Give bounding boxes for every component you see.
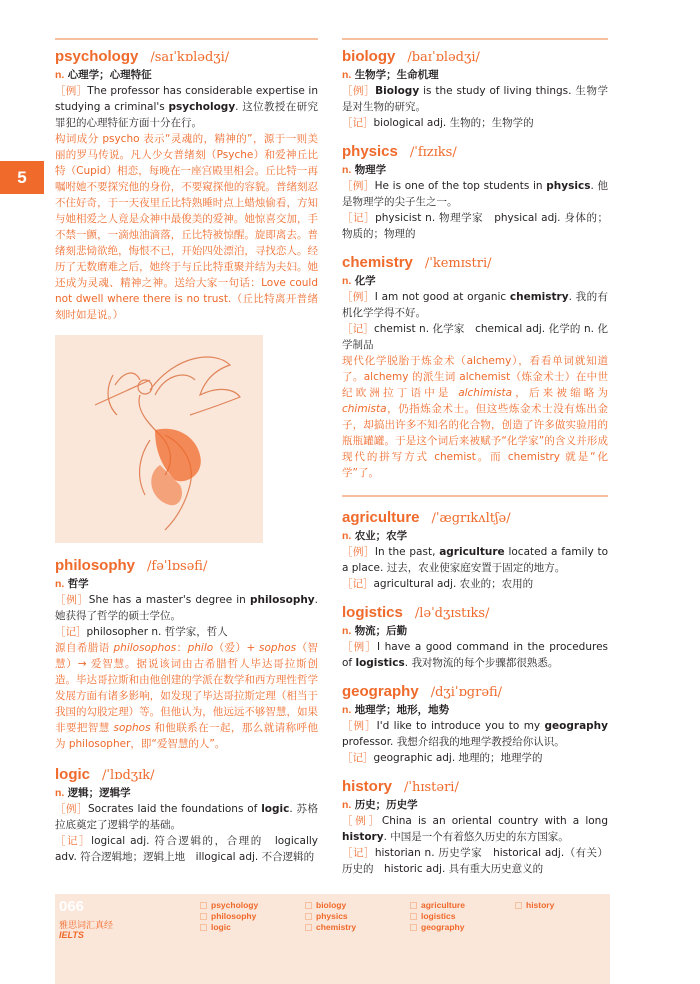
derivatives: ［记］biological adj. 生物的；生物学的 xyxy=(342,117,534,129)
entry-history xyxy=(342,778,608,877)
example: ［例］I am not good at organic chemistry. 我的有机化学学得不好。 xyxy=(342,291,608,319)
right-column xyxy=(342,38,608,889)
example: ［例］Biology is the study of living things. 生物学是对生物的研究。 xyxy=(342,85,609,113)
phonetic: /ˈlɒdʒɪk/ xyxy=(102,768,155,783)
entry-physics xyxy=(342,143,608,242)
entry-logic xyxy=(55,766,318,865)
phonetic: /ˈægrɪkʌltʃə/ xyxy=(431,511,511,526)
example: ［例］I'd like to introduce you to my geography professor. 我想介绍我的地理学教授给你认识。 xyxy=(342,720,608,748)
phonetic: /dʒiˈɒgrəfi/ xyxy=(430,685,503,700)
index-item: agriculture xyxy=(410,900,465,911)
column-top-rule xyxy=(55,38,318,40)
example: ［例］The professor has considerable expertise in studying a criminal's psychology. 这位教授在研究罪犯的心理特征方面十分在行。 xyxy=(55,85,319,129)
page-footer xyxy=(55,894,610,984)
part-of-speech: n. xyxy=(342,275,352,287)
left-column xyxy=(55,38,318,877)
headword: psychology xyxy=(55,48,139,65)
column-top-rule xyxy=(342,38,608,40)
meaning: 哲学 xyxy=(67,578,89,590)
word-index-col-4 xyxy=(515,900,554,911)
meaning: 地理学；地形，地势 xyxy=(354,704,450,716)
example: ［例］China is an oriental country with a long history. 中国是一个有着悠久历史的东方国家。 xyxy=(342,815,608,843)
part-of-speech: n. xyxy=(342,530,352,542)
index-item: history xyxy=(515,900,554,911)
part-of-speech: n. xyxy=(342,625,352,637)
index-item: biology xyxy=(305,900,356,911)
phonetic: /ləˈdʒɪstɪks/ xyxy=(414,606,490,621)
etymology-note: 构词成分 psycho 表示“灵魂的，精神的”，源于一则美丽的罗马传说。凡人少女普绪刻（Psyche）和爱神丘比特（Cupid）相恋，每晚在一座宫殿里相会。丘比特一再嘱咐她不要探究他的身份，不要窥探他的容貌。普绪刻忍不住好奇，于一天夜里丘比特熟睡时点上蜡烛偷看，方知与她相爱之人竟是众神中最俊美的爱神。她惊喜交加，手不禁一颤，一滴烛油滴落，丘比特被惊醒。旋即离去。普绪刻悲恸欲绝，悔恨不已，开始四处漂泊，寻找恋人。经历了无数磨难之后，她终于与丘比特重聚并结为夫妇。她还成为灵魂、精神之神。送给大家一句话：Love could not dwell where there is no trust.（丘比特离开普绪刻时如是说。） xyxy=(55,133,318,321)
entry-logistics xyxy=(342,604,608,671)
derivatives: ［记］agricultural adj. 农业的；农用的 xyxy=(342,578,534,590)
derivatives: ［记］physicist n. 物理学家 physical adj. 身体的；物质的；物理的 xyxy=(342,212,608,240)
meaning: 物流；后勤 xyxy=(354,625,408,637)
index-item: geography xyxy=(410,922,465,933)
part-of-speech: n. xyxy=(342,799,352,811)
derivatives: ［记］philosopher n. 哲学家，哲人 xyxy=(55,626,228,638)
headword: philosophy xyxy=(55,557,135,574)
meaning: 逻辑；逻辑学 xyxy=(67,787,131,799)
section-divider xyxy=(342,495,608,497)
index-item: psychology xyxy=(200,900,258,911)
entry-philosophy xyxy=(55,557,318,752)
headword: chemistry xyxy=(342,254,413,271)
part-of-speech: n. xyxy=(342,164,352,176)
example: ［例］I have a good command in the procedures of logistics. 我对物流的每个步骤都很熟悉。 xyxy=(342,641,608,669)
part-of-speech: n. xyxy=(55,578,65,590)
headword: geography xyxy=(342,683,419,700)
part-of-speech: n. xyxy=(55,787,65,799)
headword: history xyxy=(342,778,393,795)
example: ［例］He is one of the top students in physics. 他是物理学的尖子生之一。 xyxy=(342,180,609,208)
meaning: 化学 xyxy=(354,275,376,287)
meaning: 生物学；生命机理 xyxy=(354,69,439,81)
page-number: 066 xyxy=(59,898,85,915)
entry-agriculture xyxy=(342,509,608,592)
phonetic: /ˈkemɪstri/ xyxy=(424,256,492,271)
headword: biology xyxy=(342,48,396,65)
headword: physics xyxy=(342,143,398,160)
etymology-note: 现代化学脱胎于炼金术（alchemy），看看单词就知道了。alchemy 的派生词 alchemist（炼金术士）在中世纪欧洲拉丁语中是 alchimista，后来被缩略为 chimista，仍指炼金术士。但这些炼金术士没有炼出金子，却搞出许多不知名的化合物，创造了许多做实验用的瓶瓶罐罐。于是这个词后来被赋予“化学家”的含义并形成现代的拼写方式 chemist。而 chemistry 就是“化学”了。 xyxy=(342,355,608,479)
index-item: physics xyxy=(305,911,356,922)
phonetic: /ˈfɪzɪks/ xyxy=(409,145,457,160)
example: ［例］She has a master's degree in philosophy. 她获得了哲学的硕士学位。 xyxy=(55,594,318,622)
meaning: 心理学；心理特征 xyxy=(67,69,152,81)
meaning: 历史；历史学 xyxy=(354,799,418,811)
derivatives: ［记］chemist n. 化学家 chemical adj. 化学的 n. 化学制品 xyxy=(342,323,609,351)
entry-psychology xyxy=(55,48,318,323)
derivatives: ［记］historian n. 历史学家 historical adj.（有关）历史的 historic adj. 具有重大历史意义的 xyxy=(342,847,608,875)
entry-biology xyxy=(342,48,608,131)
meaning: 物理学 xyxy=(354,164,387,176)
part-of-speech: n. xyxy=(342,704,352,716)
part-of-speech: n. xyxy=(55,69,65,81)
derivatives: ［记］geographic adj. 地理的；地理学的 xyxy=(342,752,543,764)
word-index-col-1 xyxy=(200,900,258,933)
index-item: philosophy xyxy=(200,911,258,922)
headword: logic xyxy=(55,766,91,783)
example: ［例］Socrates laid the foundations of logic. 苏格拉底奠定了逻辑学的基础。 xyxy=(55,803,319,831)
word-index-col-3 xyxy=(410,900,465,933)
phonetic: /baɪˈɒlədʒi/ xyxy=(407,50,480,65)
derivatives: ［记］logical adj. 符合逻辑的，合理的 logically adv. 符合逻辑地；逻辑上地 illogical adj. 不合逻辑的 xyxy=(55,835,319,863)
headword: agriculture xyxy=(342,509,420,526)
meaning: 农业；农学 xyxy=(354,530,408,542)
etymology-note: 源自希腊语 philosophos：philo（爱）+ sophos（智慧）→ 爱智慧。据说该词由古希腊哲人毕达哥拉斯创造。毕达哥拉斯和由他创建的学派在数学和西方理性哲学发展方面有诸多影响，如发现了毕达哥拉斯定理（相当于我国的勾股定理）等。但他认为，他远远不够智慧，如果非要把智慧 sophos 和他联系在一起，那么就请称呼他为 philosopher，即“爱智慧的人”。 xyxy=(55,642,319,750)
headword: logistics xyxy=(342,604,403,621)
entry-chemistry xyxy=(342,254,608,481)
entry-geography xyxy=(342,683,608,766)
phonetic: /ˈhɪstəri/ xyxy=(404,780,459,795)
book-subtitle: IELTS xyxy=(59,930,84,940)
word-index-col-2 xyxy=(305,900,356,933)
index-item: logistics xyxy=(410,911,465,922)
example: ［例］In the past, agriculture located a family to a place. 过去，农业使家庭安置于固定的地方。 xyxy=(342,546,608,574)
phonetic: /saɪˈkɒlədʒi/ xyxy=(150,50,230,65)
book-title: 雅思词汇真经 xyxy=(59,921,114,931)
cupid-illustration xyxy=(55,335,263,543)
phonetic: /fəˈlɒsəfi/ xyxy=(147,559,208,574)
chapter-tab: 5 xyxy=(0,161,44,194)
part-of-speech: n. xyxy=(342,69,352,81)
index-item: chemistry xyxy=(305,922,356,933)
index-item: logic xyxy=(200,922,258,933)
